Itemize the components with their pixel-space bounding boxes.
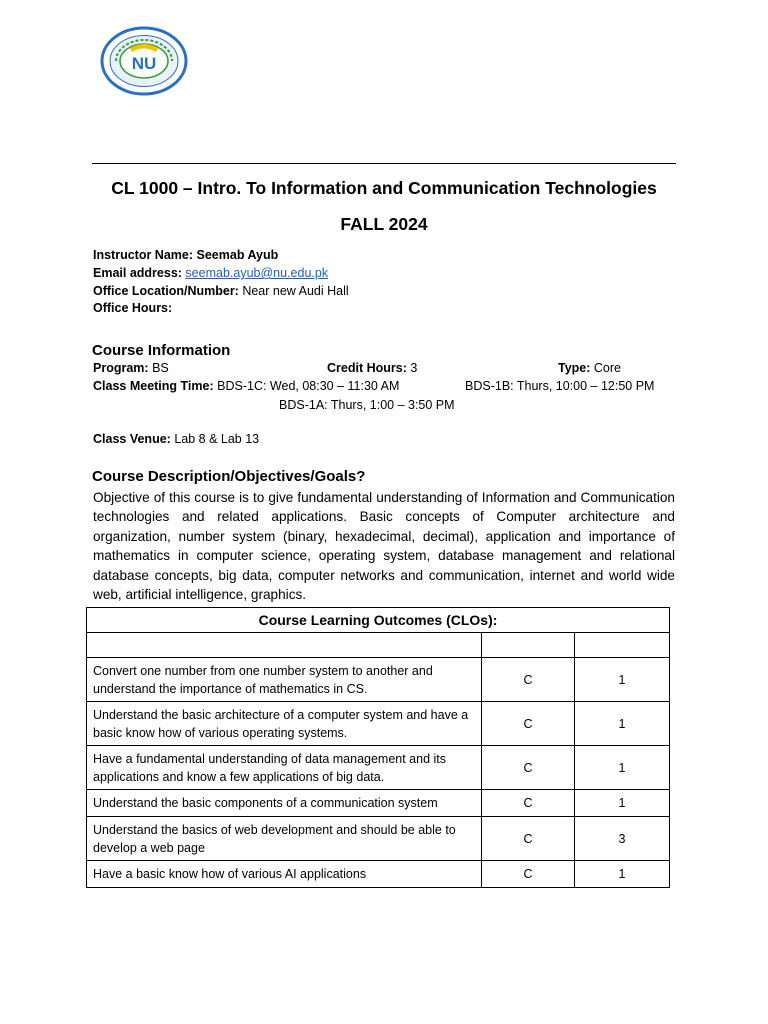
clo-outcome: Have a fundamental understanding of data management and its applications and know a few applications of big data. [87, 746, 482, 790]
credit-hours-label: Credit Hours: [327, 361, 407, 375]
type-field [558, 360, 621, 378]
office-location: Near new Audi Hall [242, 284, 349, 298]
clo-subheader-cell [87, 633, 482, 658]
office-label: Office Location/Number: [93, 284, 239, 298]
clo-level: 1 [575, 702, 670, 746]
meeting-bds-1a: BDS-1A: Thurs, 1:00 – 3:50 PM [279, 398, 455, 412]
office-line [93, 283, 349, 301]
meeting-time-label: Class Meeting Time: [93, 379, 214, 393]
course-term: FALL 2024 [340, 214, 428, 234]
meeting-bds-1b: BDS-1B: Thurs, 10:00 – 12:50 PM [465, 379, 655, 393]
office-hours-label: Office Hours: [93, 301, 173, 315]
clo-level: 1 [575, 746, 670, 790]
clo-outcome: Convert one number from one number system to another and understand the importance of mathematics in CS. [87, 658, 482, 702]
email-label: Email address: [93, 266, 182, 280]
program-value: BS [152, 361, 169, 375]
table-row [87, 817, 670, 861]
instructor-name-line [93, 247, 278, 265]
clo-table-subheader-row [87, 633, 670, 658]
table-row [87, 746, 670, 790]
clo-subheader-cell [575, 633, 670, 658]
program-label: Program: [93, 361, 149, 375]
type-label: Type: [558, 361, 591, 375]
table-row [87, 861, 670, 888]
clo-table-heading: Course Learning Outcomes (CLOs): [87, 608, 670, 633]
class-venue-field [93, 431, 259, 449]
clo-outcome: Understand the basic architecture of a computer system and have a basic know how of various operating systems. [87, 702, 482, 746]
clo-level: 3 [575, 817, 670, 861]
table-row [87, 702, 670, 746]
course-title: CL 1000 – Intro. To Information and Communication Technologies [111, 178, 657, 198]
clo-level: 1 [575, 658, 670, 702]
class-venue-label: Class Venue: [93, 432, 171, 446]
description-text: Objective of this course is to give fundamental understanding of Information and Communication technologies and related applications. Basic concepts of Computer architecture and organization, number system (binary, hexadecimal, decimal), application and importance of mathematics in computer science, operating system, database management and relational database concepts, big data, computer networks and communication, internet and world wide web, artificial intelligence, graphics. [93, 490, 675, 603]
table-row [87, 658, 670, 702]
instructor-name: Seemab Ayub [196, 248, 279, 262]
clo-level: 1 [575, 790, 670, 817]
class-venue-value: Lab 8 & Lab 13 [174, 432, 260, 446]
type-value: Core [593, 361, 621, 375]
clo-outcome: Understand the basics of web development and should be able to develop a web page [87, 817, 482, 861]
instructor-name-label: Instructor Name: [93, 248, 194, 262]
email-line [93, 265, 328, 283]
clo-domain: C [482, 658, 575, 702]
table-row [87, 790, 670, 817]
course-info-heading: Course Information [92, 342, 231, 359]
clo-table-header-row [87, 608, 670, 633]
credit-hours-field [327, 360, 417, 378]
credit-hours-value: 3 [410, 361, 418, 375]
clo-subheader-cell [482, 633, 575, 658]
header-divider [92, 163, 676, 164]
program-field [93, 360, 169, 378]
meeting-bds-1c: BDS-1C: Wed, 08:30 – 11:30 AM [217, 379, 400, 393]
university-logo [100, 26, 188, 96]
clo-domain: C [482, 746, 575, 790]
clo-outcome: Have a basic know how of various AI applications [87, 861, 482, 888]
clo-domain: C [482, 817, 575, 861]
clo-level: 1 [575, 861, 670, 888]
logo-mark: NU [131, 54, 157, 73]
clo-table [86, 607, 670, 888]
meeting-time-field [93, 378, 399, 396]
email-link[interactable]: seemab.ayub@nu.edu.pk [185, 266, 329, 280]
clo-outcome: Understand the basic components of a communication system [87, 790, 482, 817]
description-heading: Course Description/Objectives/Goals? [92, 468, 366, 485]
clo-domain: C [482, 702, 575, 746]
clo-domain: C [482, 861, 575, 888]
clo-domain: C [482, 790, 575, 817]
office-hours-line [93, 300, 172, 318]
